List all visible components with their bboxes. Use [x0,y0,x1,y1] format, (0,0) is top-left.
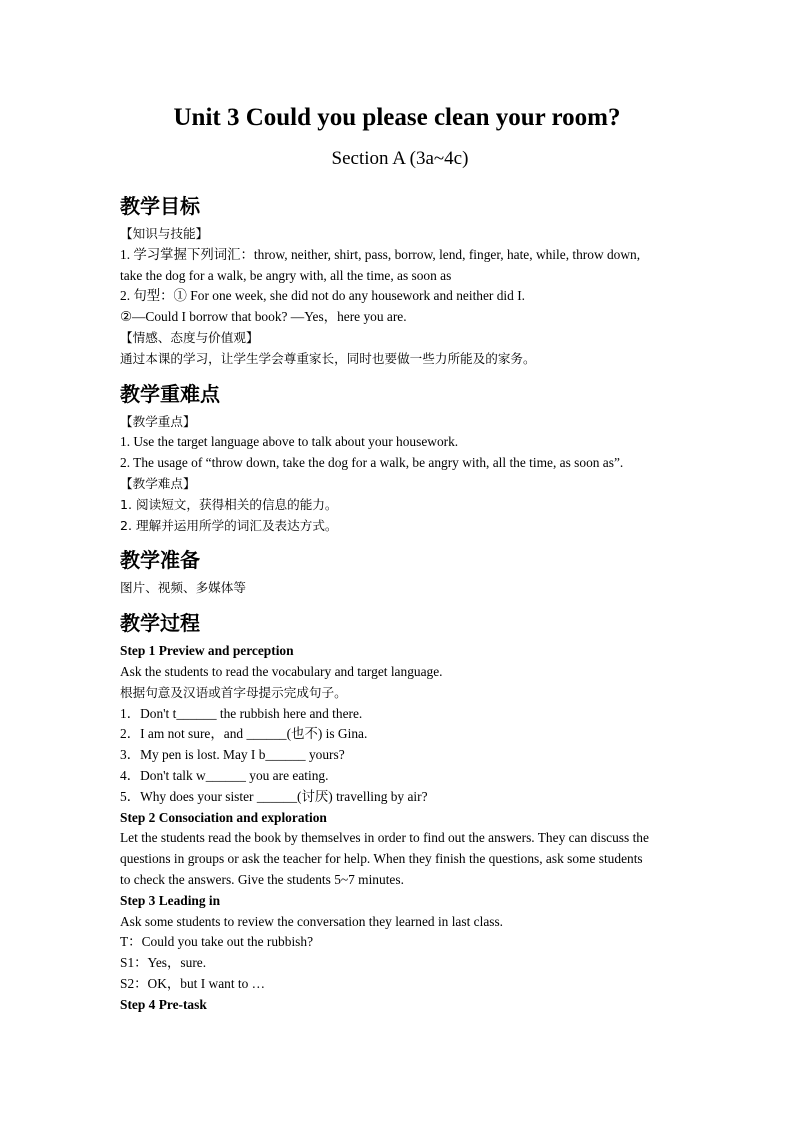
preparation-text: 图片、视频、多媒体等 [120,580,246,596]
focus-item-2: 2. The usage of “throw down, take the dog for a walk, be angry with, all the time, as soon as”. [120,455,624,471]
page-subtitle: Section A (3a~4c) [331,148,469,169]
exercise-item: 2．I am not sure，and ______(也不) is Gina. [120,726,368,742]
step2-line: Let the students read the book by themselves in order to find out the answers. They can discuss the [120,830,649,846]
difficulty-item-2: 2. 理解并运用所学的词汇及表达方式。 [120,517,338,533]
objectives-item2: 2. 句型：① For one week, she did not do any housework and neither did I. [120,288,525,304]
objectives-item2b: ②—Could I borrow that book? —Yes，here you are. [120,309,407,325]
step2-title: Step 2 Consociation and exploration [120,809,327,825]
exercise-item: 4．Don't talk w______ you are eating. [120,767,329,783]
emotion-text: 通过本课的学习，让学生学会尊重家长，同时也要做一些力所能及的家务。 [120,350,536,366]
dialogue-line: S2：OK，but I want to … [120,975,266,991]
step1-title: Step 1 Preview and perception [120,643,294,659]
difficulty-label: 【教学难点】 [120,475,196,491]
difficulty-item-1: 1. 阅读短文，获得相关的信息的能力。 [120,496,338,512]
emotion-label: 【情感、态度与价值观】 [120,329,259,345]
process-heading: 教学过程 [120,611,200,636]
exercise-item: 5．Why does your sister ______(讨厌) travelling by air? [120,788,428,804]
document-content [120,98,680,1016]
step3-title: Step 3 Leading in [120,892,221,908]
step1-text: Ask the students to read the vocabulary and target language. [120,663,443,679]
objectives-item1-line1: 1. 学习掌握下列词汇：throw, neither, shirt, pass, borrow, lend, finger, hate, while, throw down, [120,246,641,262]
objectives-heading: 教学目标 [120,194,200,218]
objectives-item1-line2: take the dog for a walk, be angry with, all the time, as soon as [120,267,452,283]
exercise-item: 3．My pen is lost. May I b______ yours? [120,747,345,763]
step2-line: questions in groups or ask the teacher for help. When they finish the questions, ask some students [120,851,643,867]
step1-cn: 根据句意及汉语或首字母提示完成句子。 [120,684,347,700]
focus-label: 【教学重点】 [120,413,196,429]
dialogue-line: T：Could you take out the rubbish? [120,934,314,950]
step3-text: Ask some students to review the conversation they learned in last class. [120,913,504,929]
focus-item-1: 1. Use the target language above to talk about your housework. [120,434,459,450]
knowledge-label: 【知识与技能】 [120,226,209,241]
preparation-heading: 教学准备 [120,548,200,573]
step2-line: to check the answers. Give the students 5~7 minutes. [120,871,404,887]
page-title: Unit 3 Could you please clean your room? [173,104,621,131]
key-points-heading: 教学重难点 [120,381,220,406]
dialogue-line: S1：Yes，sure. [120,955,207,971]
step4-title: Step 4 Pre-task [120,996,207,1012]
exercise-item: 1．Don't t______ the rubbish here and there. [120,705,363,721]
